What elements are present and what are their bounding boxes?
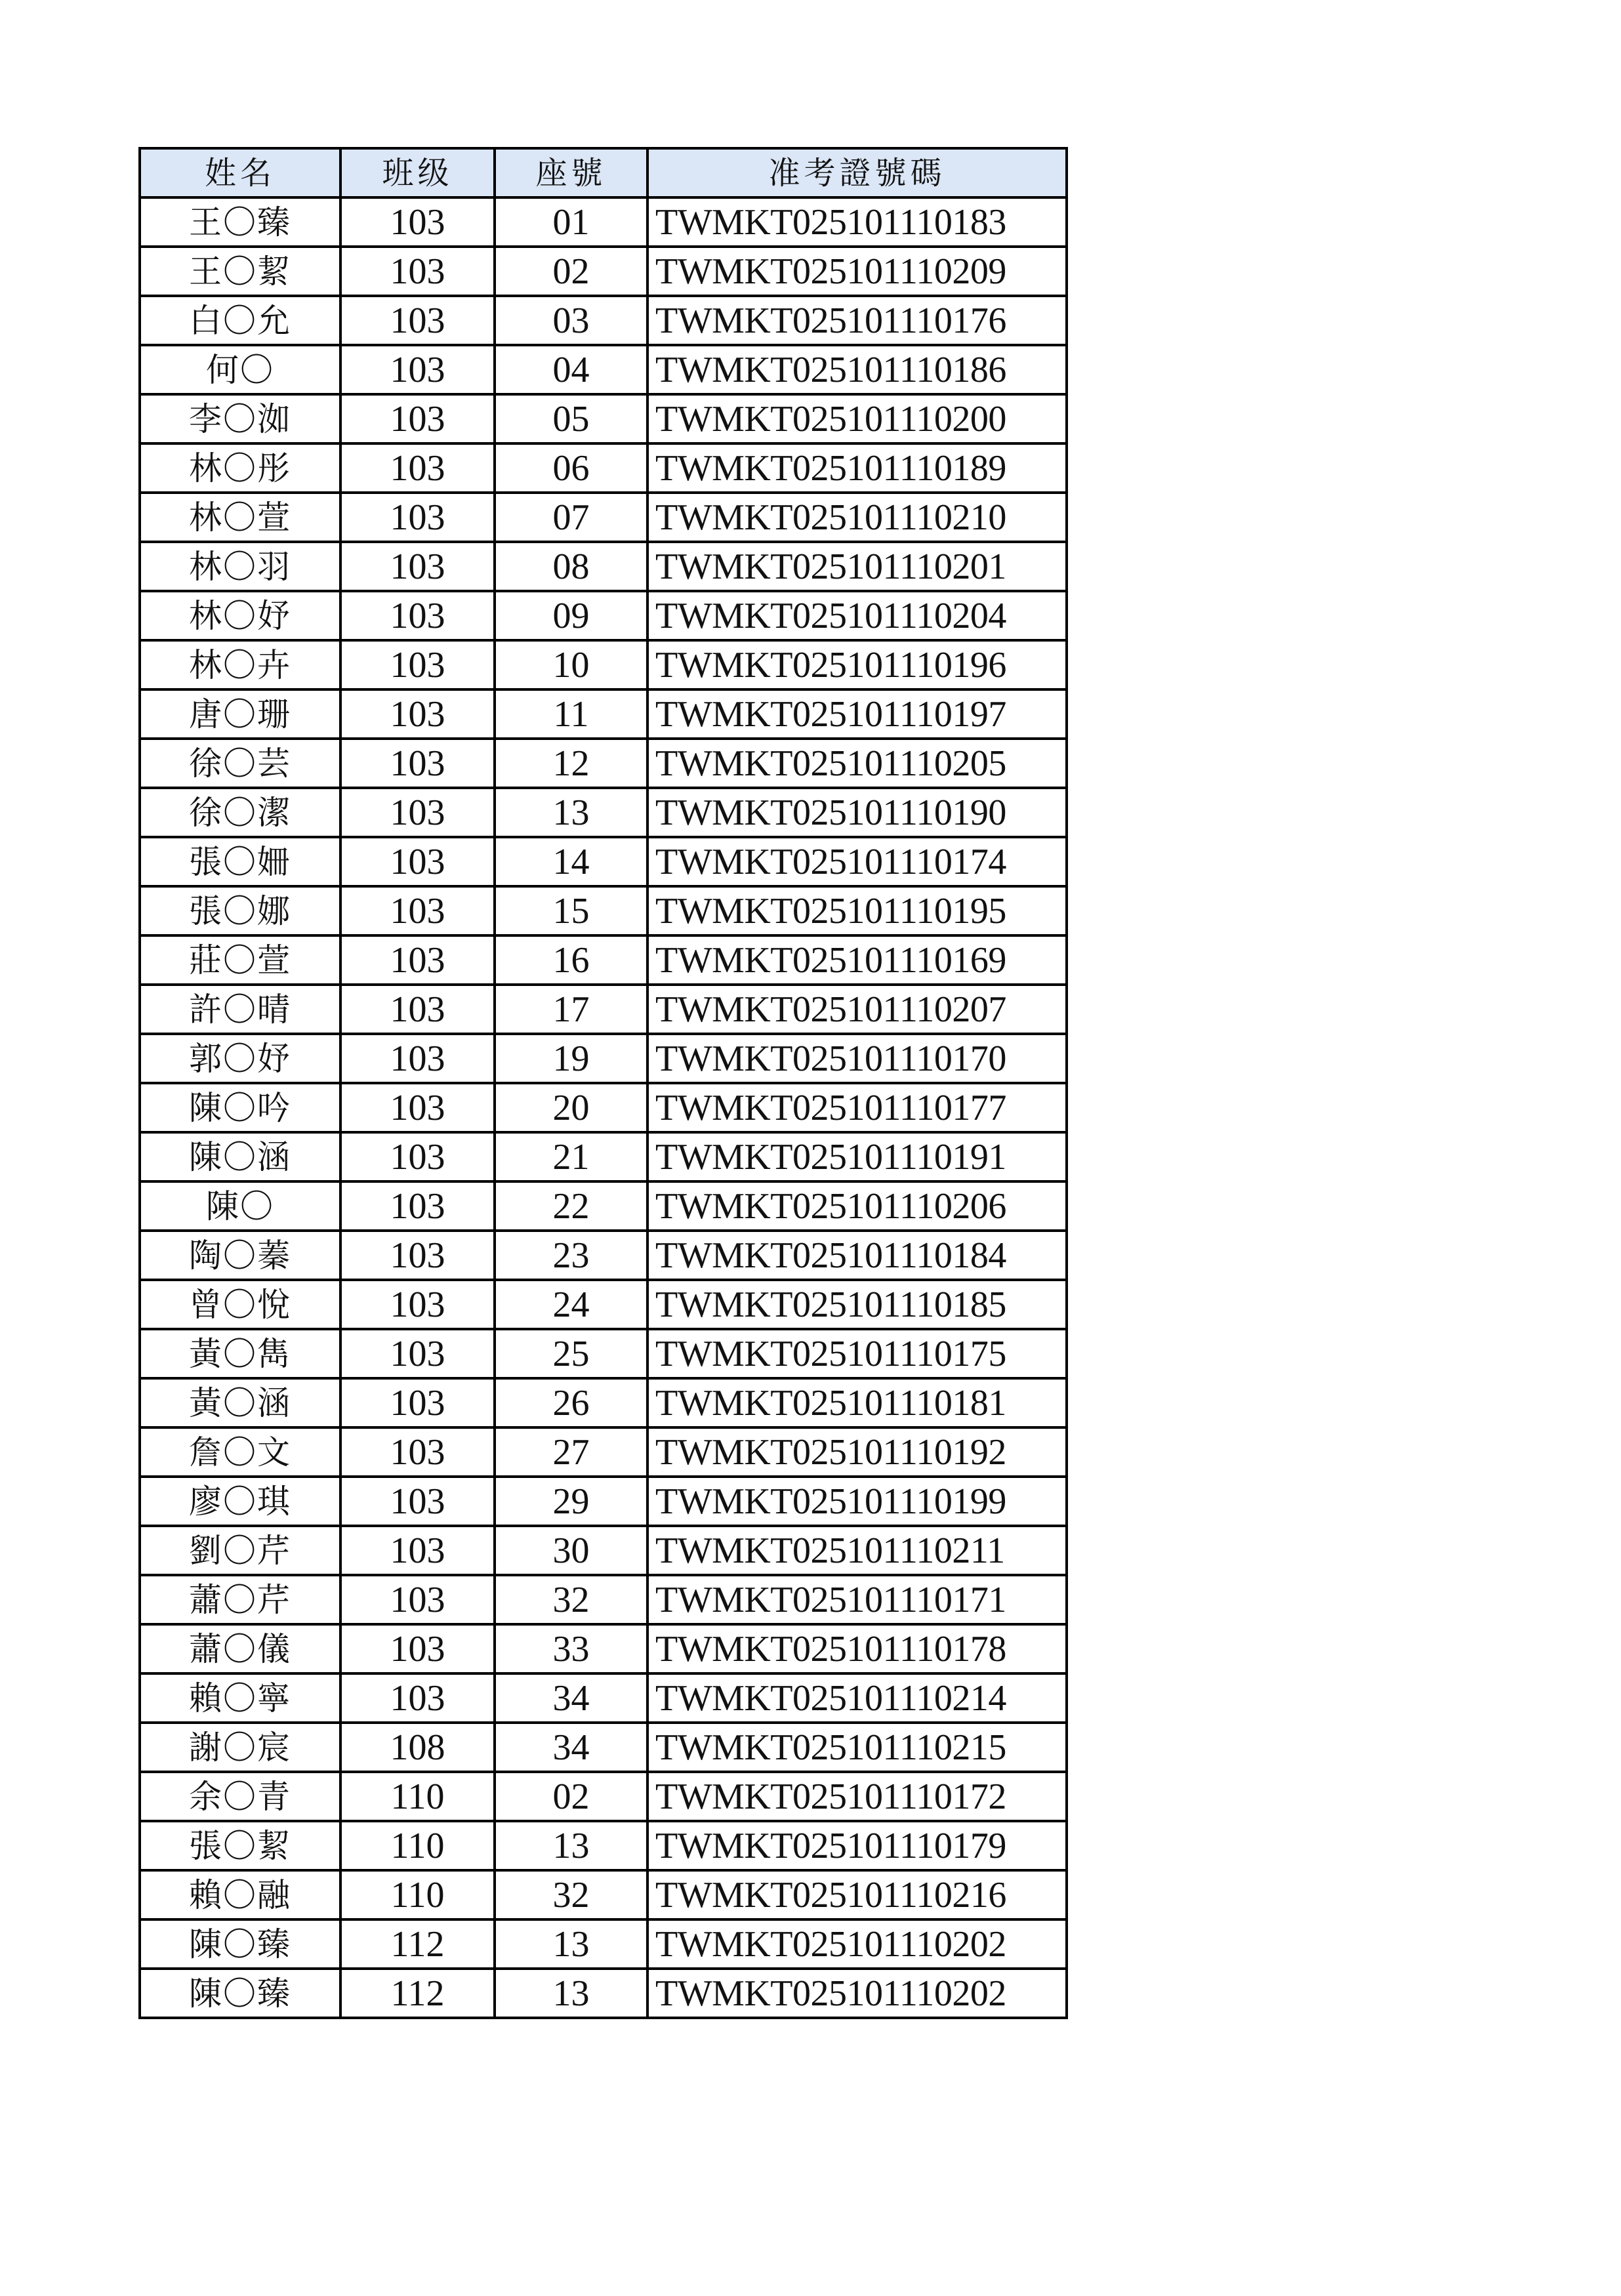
class-cell: 103 bbox=[340, 1378, 495, 1427]
table-row bbox=[140, 394, 1067, 443]
table-row bbox=[140, 345, 1067, 394]
exam-id-cell: TWMKT025101110206 bbox=[647, 1181, 1067, 1231]
class-cell: 110 bbox=[340, 1870, 495, 1919]
class-cell: 103 bbox=[340, 1329, 495, 1378]
seat-cell: 08 bbox=[495, 542, 647, 591]
class-cell: 103 bbox=[340, 1575, 495, 1624]
class-cell: 103 bbox=[340, 1231, 495, 1280]
seat-cell: 02 bbox=[495, 1772, 647, 1821]
class-cell: 103 bbox=[340, 1181, 495, 1231]
exam-id-cell: TWMKT025101110214 bbox=[647, 1673, 1067, 1723]
class-cell: 103 bbox=[340, 1526, 495, 1575]
name-cell: 徐〇芸 bbox=[140, 739, 340, 788]
class-cell: 103 bbox=[340, 443, 495, 493]
seat-cell: 15 bbox=[495, 886, 647, 935]
seat-cell: 23 bbox=[495, 1231, 647, 1280]
class-cell: 103 bbox=[340, 886, 495, 935]
name-cell: 王〇臻 bbox=[140, 197, 340, 247]
exam-id-cell: TWMKT025101110192 bbox=[647, 1427, 1067, 1477]
class-cell: 103 bbox=[340, 935, 495, 985]
class-cell: 103 bbox=[340, 296, 495, 345]
seat-cell: 33 bbox=[495, 1624, 647, 1673]
class-cell: 103 bbox=[340, 1477, 495, 1526]
class-cell: 103 bbox=[340, 1427, 495, 1477]
name-cell: 黃〇涵 bbox=[140, 1378, 340, 1427]
seat-cell: 01 bbox=[495, 197, 647, 247]
class-cell: 103 bbox=[340, 493, 495, 542]
table-row bbox=[140, 542, 1067, 591]
name-cell: 蕭〇芹 bbox=[140, 1575, 340, 1624]
exam-id-cell: TWMKT025101110202 bbox=[647, 1919, 1067, 1969]
seat-cell: 30 bbox=[495, 1526, 647, 1575]
exam-id-cell: TWMKT025101110169 bbox=[647, 935, 1067, 985]
exam-id-cell: TWMKT025101110186 bbox=[647, 345, 1067, 394]
class-cell: 103 bbox=[340, 739, 495, 788]
class-cell: 103 bbox=[340, 1280, 495, 1329]
table-row bbox=[140, 640, 1067, 689]
name-cell: 徐〇潔 bbox=[140, 788, 340, 837]
class-cell: 103 bbox=[340, 1673, 495, 1723]
name-cell: 李〇洳 bbox=[140, 394, 340, 443]
class-cell: 103 bbox=[340, 394, 495, 443]
class-cell: 103 bbox=[340, 1083, 495, 1132]
exam-id-cell: TWMKT025101110185 bbox=[647, 1280, 1067, 1329]
class-cell: 103 bbox=[340, 985, 495, 1034]
header-class: 班级 bbox=[340, 148, 495, 197]
seat-cell: 06 bbox=[495, 443, 647, 493]
class-cell: 103 bbox=[340, 1034, 495, 1083]
name-cell: 廖〇琪 bbox=[140, 1477, 340, 1526]
seat-cell: 13 bbox=[495, 788, 647, 837]
name-cell: 唐〇珊 bbox=[140, 689, 340, 739]
exam-id-cell: TWMKT025101110181 bbox=[647, 1378, 1067, 1427]
name-cell: 陶〇蓁 bbox=[140, 1231, 340, 1280]
header-row bbox=[140, 148, 1067, 197]
seat-cell: 04 bbox=[495, 345, 647, 394]
table-row bbox=[140, 886, 1067, 935]
exam-id-cell: TWMKT025101110202 bbox=[647, 1969, 1067, 2018]
name-cell: 劉〇芹 bbox=[140, 1526, 340, 1575]
seat-cell: 14 bbox=[495, 837, 647, 886]
header-name: 姓名 bbox=[140, 148, 340, 197]
exam-id-cell: TWMKT025101110197 bbox=[647, 689, 1067, 739]
name-cell: 黃〇雋 bbox=[140, 1329, 340, 1378]
seat-cell: 07 bbox=[495, 493, 647, 542]
name-cell: 謝〇宸 bbox=[140, 1723, 340, 1772]
seat-cell: 21 bbox=[495, 1132, 647, 1181]
table-row bbox=[140, 1378, 1067, 1427]
name-cell: 許〇晴 bbox=[140, 985, 340, 1034]
name-cell: 王〇絜 bbox=[140, 247, 340, 296]
exam-id-cell: TWMKT025101110190 bbox=[647, 788, 1067, 837]
class-cell: 110 bbox=[340, 1821, 495, 1870]
exam-id-cell: TWMKT025101110174 bbox=[647, 837, 1067, 886]
class-cell: 103 bbox=[340, 640, 495, 689]
table-row bbox=[140, 689, 1067, 739]
table-row bbox=[140, 1280, 1067, 1329]
table-row bbox=[140, 443, 1067, 493]
name-cell: 賴〇融 bbox=[140, 1870, 340, 1919]
class-cell: 103 bbox=[340, 837, 495, 886]
name-cell: 林〇妤 bbox=[140, 591, 340, 640]
table-row bbox=[140, 197, 1067, 247]
table-row bbox=[140, 788, 1067, 837]
table-row bbox=[140, 1477, 1067, 1526]
exam-roster-table bbox=[138, 147, 1068, 2019]
seat-cell: 13 bbox=[495, 1821, 647, 1870]
table-row bbox=[140, 296, 1067, 345]
class-cell: 103 bbox=[340, 345, 495, 394]
table-row bbox=[140, 493, 1067, 542]
seat-cell: 34 bbox=[495, 1673, 647, 1723]
table-row bbox=[140, 1329, 1067, 1378]
table-row bbox=[140, 935, 1067, 985]
exam-id-cell: TWMKT025101110175 bbox=[647, 1329, 1067, 1378]
table-row bbox=[140, 1181, 1067, 1231]
exam-id-cell: TWMKT025101110183 bbox=[647, 197, 1067, 247]
table-row bbox=[140, 1083, 1067, 1132]
seat-cell: 34 bbox=[495, 1723, 647, 1772]
table-row bbox=[140, 1723, 1067, 1772]
exam-id-cell: TWMKT025101110170 bbox=[647, 1034, 1067, 1083]
exam-id-cell: TWMKT025101110184 bbox=[647, 1231, 1067, 1280]
name-cell: 林〇卉 bbox=[140, 640, 340, 689]
name-cell: 陳〇涵 bbox=[140, 1132, 340, 1181]
class-cell: 103 bbox=[340, 247, 495, 296]
exam-id-cell: TWMKT025101110189 bbox=[647, 443, 1067, 493]
table-row bbox=[140, 1231, 1067, 1280]
name-cell: 林〇萱 bbox=[140, 493, 340, 542]
table-body bbox=[140, 197, 1067, 2018]
exam-id-cell: TWMKT025101110199 bbox=[647, 1477, 1067, 1526]
exam-id-cell: TWMKT025101110201 bbox=[647, 542, 1067, 591]
header-exam-id: 准考證號碼 bbox=[647, 148, 1067, 197]
seat-cell: 05 bbox=[495, 394, 647, 443]
name-cell: 莊〇萱 bbox=[140, 935, 340, 985]
seat-cell: 16 bbox=[495, 935, 647, 985]
name-cell: 張〇絜 bbox=[140, 1821, 340, 1870]
seat-cell: 12 bbox=[495, 739, 647, 788]
class-cell: 112 bbox=[340, 1919, 495, 1969]
table-row bbox=[140, 1969, 1067, 2018]
name-cell: 白〇允 bbox=[140, 296, 340, 345]
table-row bbox=[140, 247, 1067, 296]
seat-cell: 32 bbox=[495, 1870, 647, 1919]
class-cell: 110 bbox=[340, 1772, 495, 1821]
exam-id-cell: TWMKT025101110171 bbox=[647, 1575, 1067, 1624]
name-cell: 蕭〇儀 bbox=[140, 1624, 340, 1673]
name-cell: 賴〇寧 bbox=[140, 1673, 340, 1723]
exam-id-cell: TWMKT025101110205 bbox=[647, 739, 1067, 788]
table-row bbox=[140, 1132, 1067, 1181]
class-cell: 103 bbox=[340, 689, 495, 739]
name-cell: 詹〇文 bbox=[140, 1427, 340, 1477]
table-row bbox=[140, 985, 1067, 1034]
table-row bbox=[140, 1772, 1067, 1821]
table-row bbox=[140, 1034, 1067, 1083]
seat-cell: 22 bbox=[495, 1181, 647, 1231]
name-cell: 林〇彤 bbox=[140, 443, 340, 493]
exam-id-cell: TWMKT025101110176 bbox=[647, 296, 1067, 345]
exam-id-cell: TWMKT025101110179 bbox=[647, 1821, 1067, 1870]
class-cell: 103 bbox=[340, 591, 495, 640]
class-cell: 103 bbox=[340, 1624, 495, 1673]
table-row bbox=[140, 739, 1067, 788]
seat-cell: 27 bbox=[495, 1427, 647, 1477]
table-header bbox=[140, 148, 1067, 197]
class-cell: 112 bbox=[340, 1969, 495, 2018]
seat-cell: 29 bbox=[495, 1477, 647, 1526]
table-row bbox=[140, 1427, 1067, 1477]
seat-cell: 03 bbox=[495, 296, 647, 345]
exam-id-cell: TWMKT025101110200 bbox=[647, 394, 1067, 443]
seat-cell: 20 bbox=[495, 1083, 647, 1132]
table-row bbox=[140, 1575, 1067, 1624]
name-cell: 陳〇吟 bbox=[140, 1083, 340, 1132]
class-cell: 103 bbox=[340, 542, 495, 591]
table-row bbox=[140, 1870, 1067, 1919]
seat-cell: 25 bbox=[495, 1329, 647, 1378]
seat-cell: 32 bbox=[495, 1575, 647, 1624]
name-cell: 何〇 bbox=[140, 345, 340, 394]
name-cell: 張〇娜 bbox=[140, 886, 340, 935]
table-row bbox=[140, 1673, 1067, 1723]
class-cell: 103 bbox=[340, 1132, 495, 1181]
exam-id-cell: TWMKT025101110210 bbox=[647, 493, 1067, 542]
exam-id-cell: TWMKT025101110177 bbox=[647, 1083, 1067, 1132]
class-cell: 103 bbox=[340, 197, 495, 247]
exam-id-cell: TWMKT025101110196 bbox=[647, 640, 1067, 689]
exam-id-cell: TWMKT025101110216 bbox=[647, 1870, 1067, 1919]
name-cell: 林〇羽 bbox=[140, 542, 340, 591]
seat-cell: 26 bbox=[495, 1378, 647, 1427]
name-cell: 郭〇妤 bbox=[140, 1034, 340, 1083]
class-cell: 103 bbox=[340, 788, 495, 837]
exam-id-cell: TWMKT025101110204 bbox=[647, 591, 1067, 640]
table-row bbox=[140, 837, 1067, 886]
exam-id-cell: TWMKT025101110178 bbox=[647, 1624, 1067, 1673]
name-cell: 余〇青 bbox=[140, 1772, 340, 1821]
exam-id-cell: TWMKT025101110211 bbox=[647, 1526, 1067, 1575]
table-row bbox=[140, 591, 1067, 640]
seat-cell: 10 bbox=[495, 640, 647, 689]
header-seat: 座號 bbox=[495, 148, 647, 197]
name-cell: 陳〇臻 bbox=[140, 1919, 340, 1969]
table-row bbox=[140, 1821, 1067, 1870]
table-row bbox=[140, 1624, 1067, 1673]
seat-cell: 17 bbox=[495, 985, 647, 1034]
seat-cell: 13 bbox=[495, 1969, 647, 2018]
seat-cell: 09 bbox=[495, 591, 647, 640]
table-row bbox=[140, 1919, 1067, 1969]
name-cell: 陳〇 bbox=[140, 1181, 340, 1231]
name-cell: 曾〇悅 bbox=[140, 1280, 340, 1329]
name-cell: 張〇姍 bbox=[140, 837, 340, 886]
name-cell: 陳〇臻 bbox=[140, 1969, 340, 2018]
seat-cell: 24 bbox=[495, 1280, 647, 1329]
exam-id-cell: TWMKT025101110209 bbox=[647, 247, 1067, 296]
exam-id-cell: TWMKT025101110215 bbox=[647, 1723, 1067, 1772]
table-row bbox=[140, 1526, 1067, 1575]
seat-cell: 19 bbox=[495, 1034, 647, 1083]
exam-id-cell: TWMKT025101110172 bbox=[647, 1772, 1067, 1821]
seat-cell: 13 bbox=[495, 1919, 647, 1969]
class-cell: 108 bbox=[340, 1723, 495, 1772]
seat-cell: 11 bbox=[495, 689, 647, 739]
seat-cell: 02 bbox=[495, 247, 647, 296]
exam-id-cell: TWMKT025101110207 bbox=[647, 985, 1067, 1034]
exam-id-cell: TWMKT025101110191 bbox=[647, 1132, 1067, 1181]
exam-id-cell: TWMKT025101110195 bbox=[647, 886, 1067, 935]
